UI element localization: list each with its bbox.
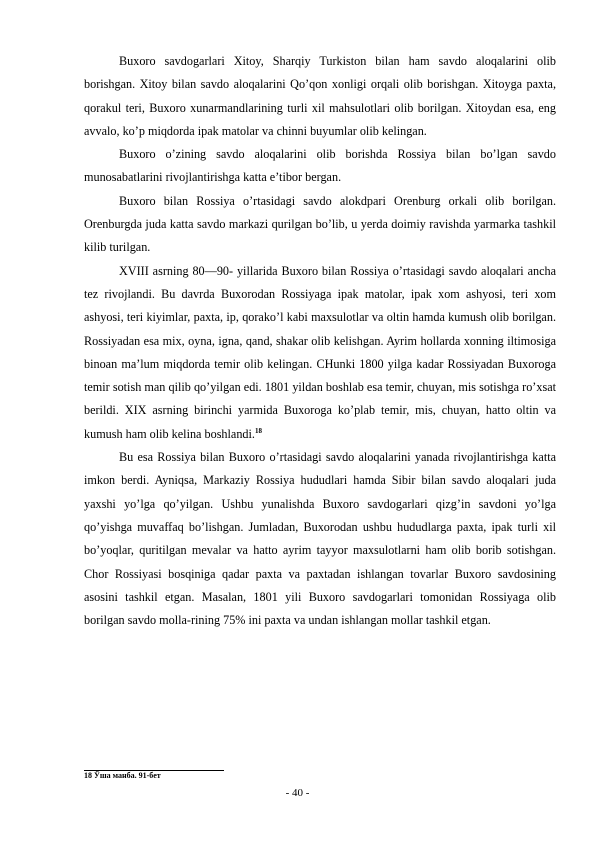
paragraph-orenburg: Buxoro bilan Rossiya o’rtasidagi savdo alokdpari Orenburg orkali olib borilgan. Orenburgda juda katta savdo markazi qurilgan bo’lib, u yerda doimiy ravishda yarmarka tashkil kilib turilgan. bbox=[84, 193, 556, 255]
paragraph-18th-century-text: XVIII asrning 80—90- yillarida Buxoro bilan Rossiya o’rtasidagi savdo aloqalari ancha tez rivojlandi. Bu davrda Buxorodan Rossiyaga ipak matolar, ipak xom ashyosi, teri xom ashyosi, teri kiyimlar, paxta, ip, qorako’l kabi maxsulotlar va oltin hamda kumush olib borilgan. Rossiyadan esa mix, oyna, igna, qand, shakar olib kelishgan. Ayrim hollarda xonning iltimosiga binoan ma’lum miqdorda temir olib kelingan. CHunki 1800 yilga kadar Rossiyadan Buxoroga temir sotish man qilib qo’yilgan edi. 1801 yildan boshlab esa temir, chuyan, mis sotishga ro’xsat berildi. XIX asrning birinchi yarmida Buxoroga ko’plab temir, mis, chuyan, hatto oltin va kumush ham olib kelina boshlandi. bbox=[84, 263, 556, 441]
paragraph-russia-relations: Buxoro o’zining savdo aloqalarini olib borishda Rossiya bilan bo’lgan savdo munosabatlarini rivojlantirishga katta e’tibor bergan. bbox=[84, 147, 556, 185]
footnote-reference[interactable]: 18 bbox=[254, 426, 262, 435]
paragraph-18th-century-trade bbox=[84, 260, 556, 446]
paragraph-siberia-trade: Bu esa Rossiya bilan Buxoro o’rtasidagi savdo aloqalarini yanada rivojlantirishga katta imkon berdi. Ayniqsa, Markaziy Rossiya hududlari hamda Sibir bilan savdo aloqalari juda yaxshi yo’lga qo’yilgan. Ushbu yunalishda Buxoro savdogarlari qizg’in savdoni yo’lga qo’yishga muvaffaq bo’lishgan. Jumladan, Buxorodan ushbu hududlarga paxta, ipak turli xil bo’yoqlar, quritilgan mevalar va hatto ayrim tayyor maxsulotlarni ham olib borib sotishgan. Chor Rossiyasi bosqiniga qadar paxta va paxtadan ishlangan tovarlar Buxoro savdosining asosini tashkil etgan. Masalan, 1801 yili Buxoro savdogarlari tomonidan Rossiyaga olib borilgan savdo molla-rining 75% ini paxta va undan ishlangan mollar tashkil etgan. bbox=[84, 450, 556, 628]
footnote: 18 Ўша манба. 91-бет bbox=[84, 771, 161, 780]
page-number: - 40 - bbox=[285, 787, 310, 799]
document-body bbox=[84, 50, 556, 632]
paragraph-china-trade: Buxoro savdogarlari Xitoy, Sharqiy Turkiston bilan ham savdo aloqalarini olib borishgan. Xitoy bilan savdo aloqalarini Qo’qon xonligi orqali olib borishgan. Xitoyga paxta, qorakul teri, Buxoro xunarmandlarining turli xil mahsulotlari olib borilgan. Xitoydan esa, eng avvalo, ko’p miqdorda ipak matolar va chinni buyumlar olib kelingan. bbox=[84, 54, 556, 138]
